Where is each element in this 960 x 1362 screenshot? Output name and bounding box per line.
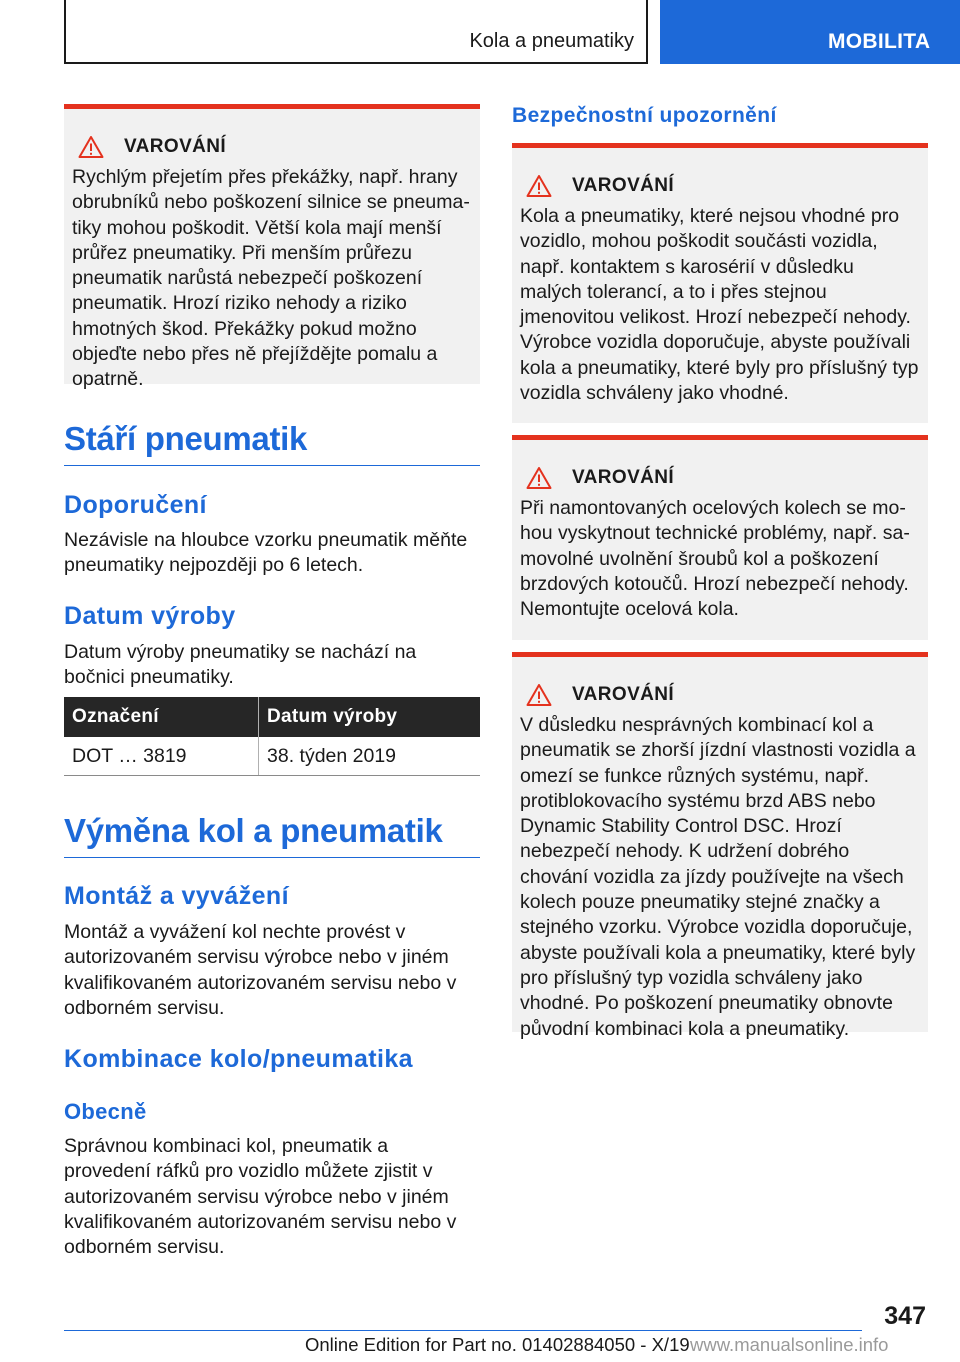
heading-safety-notes: Bezpečnostní upozornění [512, 104, 777, 127]
table-header-cell: Označení [64, 697, 259, 737]
header-section-box [64, 0, 648, 64]
footer-edition-text: Online Edition for Part no. 01402884050 - X/19 [305, 1334, 690, 1355]
warning-box [512, 652, 928, 1040]
heading-mounting: Montáž a vyvážení [64, 882, 289, 910]
mounting-text: Montáž a vyvážení kol nechte provést v autorizovaném servisu výrobce nebo v jiném kvalifikovaném autorizovaném servisu nebo v odborném servisu. [64, 921, 457, 1019]
warning-triangle-icon [526, 174, 552, 198]
recommendation-text: Nezávisle na hloubce vzorku pneumatik měňte pneumatiky nejpozději po 6 letech. [64, 529, 468, 577]
table-header-row [64, 697, 480, 737]
heading-tire-age: Stáří pneumatik [64, 420, 480, 466]
table-cell: DOT … 3819 [64, 737, 259, 776]
heading-recommendation: Doporučení [64, 491, 207, 519]
warning-label: VAROVÁNÍ [124, 136, 227, 157]
table-row [64, 737, 480, 776]
table-header-cell: Datum výroby [259, 697, 481, 737]
warning-label: VAROVÁNÍ [572, 684, 675, 705]
warning-box [64, 104, 480, 391]
warning-box [512, 435, 928, 640]
warning-triangle-icon [526, 683, 552, 707]
section-title: Kola a pneumatiky [469, 30, 634, 52]
footer-watermark[interactable]: www.manualsonline.info [690, 1334, 889, 1355]
warning-triangle-icon [78, 135, 104, 159]
warning-triangle-icon [526, 466, 552, 490]
heading-wheel-change: Výměna kol a pneumatik [64, 812, 480, 858]
heading-combination: Kombinace kolo/pneumatika [64, 1045, 413, 1073]
production-date-text: Datum výroby pneumatiky se nachází na bočnici pneumatiky. [64, 641, 417, 689]
production-date-table [64, 697, 480, 776]
page-number: 347 [884, 1302, 926, 1330]
warning-label: VAROVÁNÍ [572, 175, 675, 196]
warning-text: Rychlým přejetím přes překážky, např. hrany obrubníků nebo poškození silnice se pneumatiky mohou poškodit. Větší kola mají menší průřez pneumatiky. Při menším průřezu pneumatik narůstá nebezpečí poškození pneumatik. Hrozí riziko nehody a riziko hmotných škod. Překážky pokud možno objeďte nebo přes ně přejíždějte pomalu a opatrně. [72, 166, 470, 391]
warning-label: VAROVÁNÍ [572, 467, 675, 488]
chapter-tab[interactable]: MOBILITA [660, 0, 960, 64]
warning-text: V důsledku nesprávných kombinací kol a pneumatik se zhorší jízdní vlastnosti vozidla a omezí se funkce různých systému, např. protiblokovacího systému brzd ABS nebo Dynamic Stability Control DSC. Hrozí nebezpečí nehody. K udržení dobrého chování vozidla za jízdy používejte na všech kolech pouze pneumatiky stejné značky a stejného vzorku. Výrobce vozidla doporučuje, abyste používali kola a pneumatiky, které byly pro příslušný typ vozidla schváleny jako vhodné. Po poškození pneumatiky obnovte původní kombinaci kola a pneumatiky. [520, 714, 916, 1040]
footer-divider [64, 1330, 862, 1331]
general-text: Správnou kombinaci kol, pneumatik a provedení ráfků pro vozidlo můžete zjistit v autorizovaném servisu výrobce nebo v jiném kvalifikovaném autorizovaném servisu nebo v odborném servisu. [64, 1135, 457, 1259]
table-cell: 38. týden 2019 [259, 737, 481, 776]
heading-production-date: Datum výroby [64, 602, 236, 630]
warning-text: Při namontovaných ocelových kolech se mohou vyskytnout technické problémy, např. samovolné uvolnění šroubů kol a poškození brzdových kotoučů. Hrozí nebezpečí nehody. Nemontujte ocelová kola. [520, 497, 910, 621]
warning-text: Kola a pneumatiky, které nejsou vhodné pro vozidlo, mohou poškodit součásti vozidla, např. kontaktem s karosérií v důsledku malých tolerancí, a to i přes stejnou jmenovitou velikost. Hrozí nebezpečí nehody. Výrobce vozidla doporučuje, abyste používali kola a pneumatiky, které byly pro příslušný typ vozidla schváleny jako vhodné. [520, 205, 919, 405]
heading-general: Obecně [64, 1099, 147, 1124]
warning-box [512, 143, 928, 423]
